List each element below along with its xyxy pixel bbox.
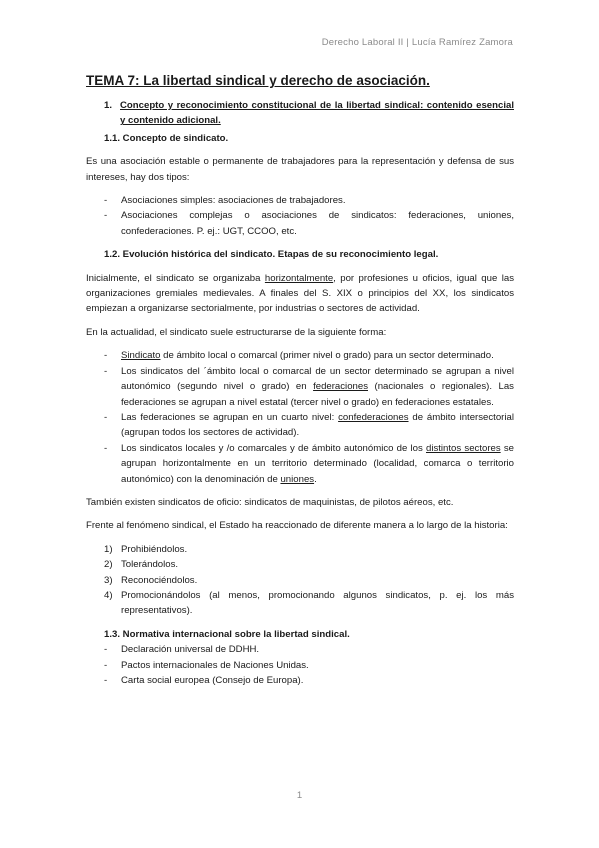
paragraph-structure-intro: En la actualidad, el sindicato suele estructurarse de la siguiente forma: [86,326,387,338]
list-item: - Los sindicatos locales y /o comarcales y de ámbito autonómico de los distintos sectores se agrupan horizontalmente en un territorio determinado (localidad, comarca o territorio autonómico) con la denominación de uniones. [86,441,514,487]
subsection-1-1-heading: 1.1. Concepto de sindicato. [104,132,229,144]
subsection-1-2-heading: 1.2. Evolución histórica del sindicato. Etapas de su reconocimiento legal. [104,249,439,261]
subsection-1-1-intro: Es una asociación estable o permanente de trabajadores para la representación y defensa de sus intereses, hay dos tipos: [86,156,514,183]
paragraph-trade-unions: También existen sindicatos de oficio: sindicatos de maquinistas, de pilotos aéreos, etc. [86,496,454,508]
bullet-dash: - [104,442,108,454]
list-item: - Pactos internacionales de Naciones Unidas. [86,658,514,673]
bullet-dash: - [104,644,108,656]
running-header: Derecho Laboral II | Lucía Ramírez Zamora [321,37,513,48]
list-item: - Asociaciones complejas o asociaciones de sindicatos: federaciones, uniones, confederaciones. P. ej.: UGT, CCOO, etc. [86,208,514,239]
international-norms-list [86,642,514,688]
paragraph-evolution: Inicialmente, el sindicato se organizaba horizontalmente, por profesiones u oficios, igual que las organizaciones gremiales medievales. A finales del S. XIX o principios del XX, los sindicatos empiezan a organizarse sectorialmente, por industrias o sectores de actividad. [86,272,514,315]
list-item: - Sindicato de ámbito local o comarcal (primer nivel o grado) para un sector determinado. [86,348,514,363]
list-item: 1) Prohibiéndolos. [104,543,188,555]
list-item: - Las federaciones se agrupan en un cuarto nivel: confederaciones de ámbito intersectorial (agrupan todos los sectores de actividad). [86,410,514,441]
list-item: - Los sindicatos del ´ámbito local o comarcal de un sector determinado se agrupan a nivel autonómico (segundo nivel o grado) en federaciones (nacionales o regionales). Las federaciones se agrupan a nivel estatal (tercer nivel o grado) en federaciones estatales. [86,364,514,410]
list-item: 3) Reconociéndolos. [104,574,198,586]
list-item: 2) Tolerándolos. [104,559,179,571]
subsection-1-3-heading: 1.3. Normativa internacional sobre la libertad sindical. [104,628,350,640]
section-1-title: Concepto y reconocimiento constitucional de la libertad sindical: contenido esencial y contenido adicional. [120,100,514,127]
bullet-dash: - [104,675,108,686]
list-item: - Asociaciones simples: asociaciones de trabajadores. [86,193,514,208]
list-item: - Carta social europea (Consejo de Europa). [86,673,514,688]
bullet-dash: - [104,210,108,222]
list-item: - Declaración universal de DDHH. [86,642,514,657]
state-reaction-list [86,542,514,619]
bullet-dash: - [104,659,108,671]
bullet-dash: - [104,195,108,207]
paragraph-state-reaction: Frente al fenómeno sindical, el Estado ha reaccionado de diferente manera a lo largo de la historia: [86,520,508,532]
section-1-number: 1. [104,100,113,111]
list-item: 4) Promocionándolos (al menos, promocionando algunos sindicatos, p. ej. los más representativos). [104,589,514,617]
union-types-list [86,193,514,239]
bullet-dash: - [104,350,108,362]
bullet-dash: - [104,365,108,377]
union-structure-list [86,348,514,487]
section-1-heading [104,98,514,129]
page-title: TEMA 7: La libertad sindical y derecho de asociación. [86,73,430,88]
bullet-dash: - [104,411,108,423]
page-content [86,72,514,696]
page-number: 1 [296,790,303,801]
